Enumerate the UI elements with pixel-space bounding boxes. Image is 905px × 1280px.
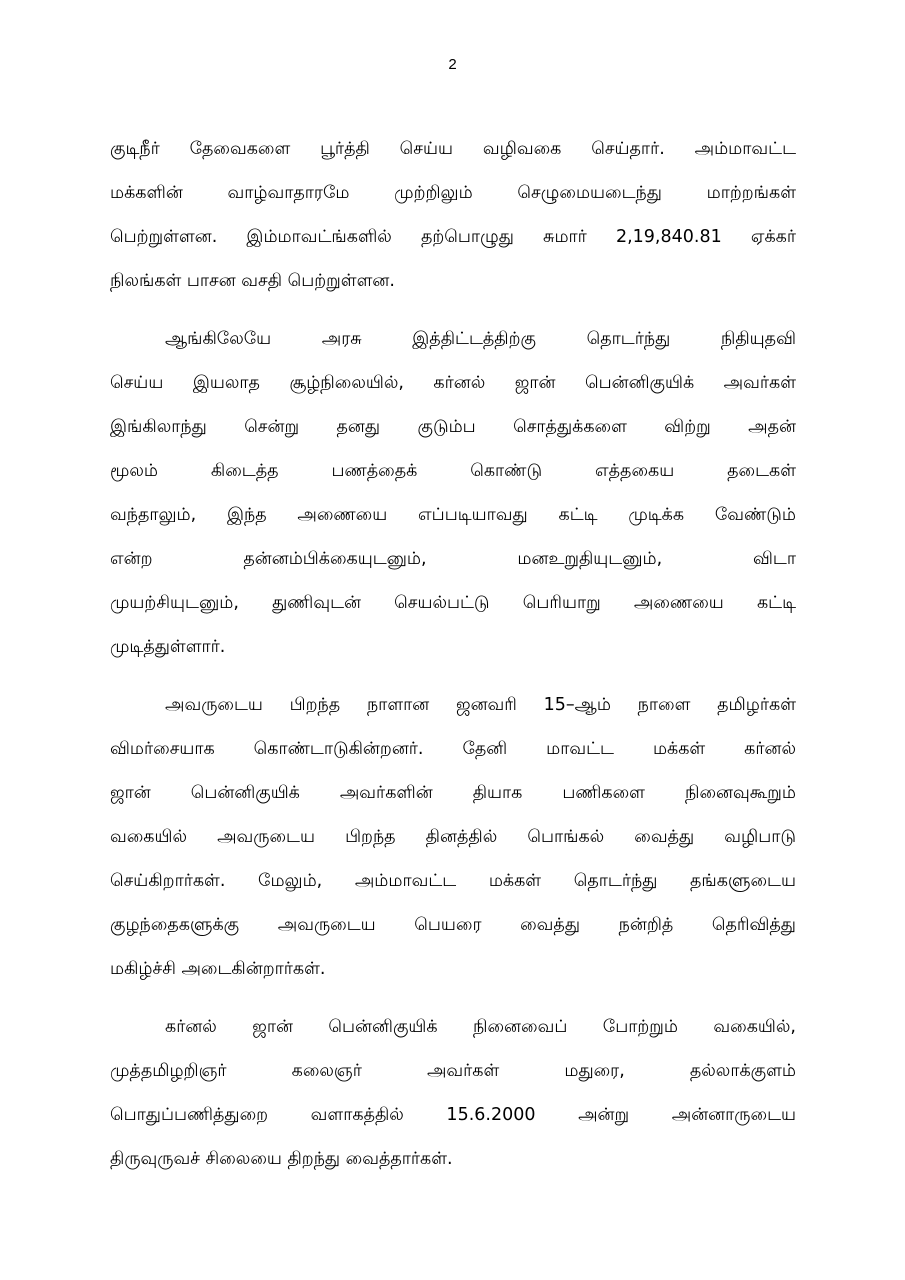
page-number: 2 bbox=[448, 56, 457, 73]
paragraph-line: பெற்றுள்ளன. இம்மாவட்ங்களில் தற்பொழுது சுமார் 2,19,840.81 ஏக்கர் bbox=[110, 227, 796, 247]
paragraph-line: திருவுருவச் சிலையை திறந்து வைத்தார்கள். bbox=[110, 1149, 453, 1169]
paragraph-line: மக்களின் வாழ்வாதாரமே முற்றிலும் செழுமையடைந்து மாற்றங்கள் bbox=[110, 183, 796, 203]
paragraph-line: மகிழ்ச்சி அடைகின்றார்கள். bbox=[110, 959, 326, 979]
paragraph-line: என்ற தன்னம்பிக்கையுடனும், மனஉறுதியுடனும், விடா bbox=[110, 549, 796, 569]
paragraph-line: ஜான் பென்னிகுயிக் அவர்களின் தியாக பணிகளை நினைவுகூறும் bbox=[110, 783, 796, 803]
paragraph-line: குடிநீர் தேவைகளை பூர்த்தி செய்ய வழிவகை செய்தார். அம்மாவட்ட bbox=[110, 139, 796, 159]
paragraph-line: முடித்துள்ளார். bbox=[110, 637, 226, 657]
paragraph-line: செய்கிறார்கள். மேலும், அம்மாவட்ட மக்கள் தொடர்ந்து தங்களுடைய bbox=[110, 871, 796, 891]
paragraph-line: ஆங்கிலேயே அரசு இத்திட்டத்திற்கு தொடர்ந்து நிதியுதவி bbox=[165, 329, 796, 349]
paragraph-line: குழந்தைகளுக்கு அவருடைய பெயரை வைத்து நன்றித் தெரிவித்து bbox=[110, 915, 796, 935]
paragraph-line: செய்ய இயலாத சூழ்நிலையில், கர்னல் ஜான் பென்னிகுயிக் அவர்கள் bbox=[110, 373, 796, 393]
paragraph-line: விமர்சையாக கொண்டாடுகின்றனர். தேனி மாவட்ட மக்கள் கர்னல் bbox=[110, 739, 796, 759]
paragraph-line: நிலங்கள் பாசன வசதி பெற்றுள்ளன. bbox=[110, 271, 395, 291]
paragraph-line: வந்தாலும், இந்த அணையை எப்படியாவது கட்டி முடிக்க வேண்டும் bbox=[110, 505, 796, 525]
paragraph-line: முயற்சியுடனும், துணிவுடன் செயல்பட்டு பெரியாறு அணையை கட்டி bbox=[110, 593, 796, 613]
paragraph-line: வகையில் அவருடைய பிறந்த தினத்தில் பொங்கல் வைத்து வழிபாடு bbox=[110, 827, 796, 847]
paragraph-line: இங்கிலாந்து சென்று தனது குடும்ப சொத்துக்களை விற்று அதன் bbox=[110, 417, 796, 437]
paragraph-line: அவருடைய பிறந்த நாளான ஜனவரி 15–ஆம் நாளை தமிழர்கள் bbox=[165, 695, 796, 715]
paragraph-line: முத்தமிழறிஞர் கலைஞர் அவர்கள் மதுரை, தல்லாக்குளம் bbox=[110, 1061, 796, 1081]
paragraph-line: கர்னல் ஜான் பென்னிகுயிக் நினைவைப் போற்றும் வகையில், bbox=[165, 1017, 796, 1037]
paragraph-line: மூலம் கிடைத்த பணத்தைக் கொண்டு எத்தகைய தடைகள் bbox=[110, 461, 796, 481]
paragraph-line: பொதுப்பணித்துறை வளாகத்தில் 15.6.2000 அன்று அன்னாருடைய bbox=[110, 1105, 796, 1125]
